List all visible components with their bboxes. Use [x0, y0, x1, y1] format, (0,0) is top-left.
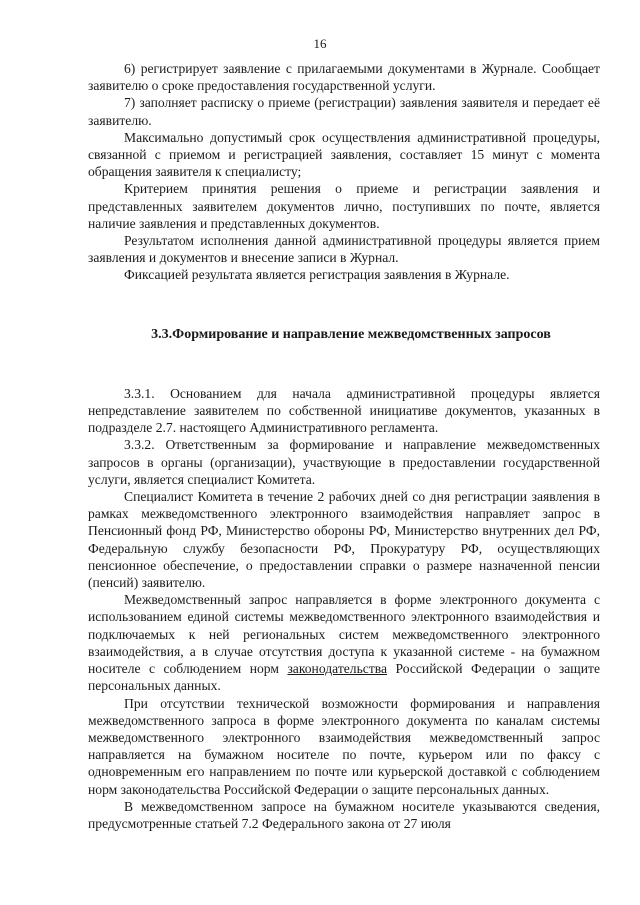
paragraph-max-duration: Максимально допустимый срок осуществления административной процедуры, связанной с приемом и регистрацией заявления, составляет 15 минут с момента обращения заявителя к специалисту; — [88, 129, 600, 180]
underlined-word: законодательства — [287, 661, 388, 677]
paragraph-text-end: Российской Федерации о защите персональных данных. — [88, 661, 600, 694]
paragraph-procedure-result: Результатом исполнения данной административной процедуры является прием заявления и документов и внесение записи в Журнал. — [88, 233, 600, 266]
section-heading: 3.3.Формирование и направление межведомственных запросов — [151, 326, 551, 342]
paragraph-result-fixation: Фиксацией результата является регистрация заявления в Журнале. — [124, 267, 510, 283]
paragraph-paper-request: В межведомственном запросе на бумажном носителе указываются сведения, предусмотренные статьей 7.2 Федерального закона от 27 июля — [88, 798, 600, 831]
page-number: 16 — [313, 36, 327, 51]
paragraph-3-3-1: 3.3.1. Основанием для начала административной процедуры является непредставление заявителем по собственной инициативе документов, указанных в подразделе 2.7. настоящего Административного регламента. — [88, 385, 600, 436]
paragraph-decision-criteria: Критерием принятия решения о приеме и регистрации заявления и представленных заявителем документов лично, поступивших по почте, является наличие заявления и представленных документов. — [88, 181, 600, 231]
paragraph-text-start: Межведомственный запрос направляется в форме электронного документа с использованием единой системы межведомственного электронного взаимодействия и подключаемых к ней региональных систем межведомственного электронного взаимодействия, а в случае отсутствия доступа к указанной системе - на бумажном носителе с соблюдением норм — [88, 592, 600, 677]
paragraph-item-6: 6) регистрирует заявление с прилагаемыми документами в Журнале. Сообщает заявителю о сроке предоставления государственной услуги. — [88, 61, 600, 94]
document-body — [88, 60, 600, 832]
paragraph-3-3-2: 3.3.2. Ответственным за формирование и направление межведомственных запросов в органы (организации), участвующие в предоставлении государственной услуги, является специалист Комитета. — [88, 437, 600, 487]
paragraph-item-7: 7) заполняет расписку о приеме (регистрации) заявления заявителя и передает её заявителю. — [88, 95, 600, 128]
paragraph-specialist-request: Специалист Комитета в течение 2 рабочих дней со дня регистрации заявления в рамках межведомственного электронного взаимодействия направляет запрос в Пенсионный фонд РФ, Министерство обороны РФ, Министерство внутренних дел РФ, Федеральную службу безопасности РФ, Прокуратуру РФ, осуществляющих пенсионное обеспечение, о предоставлении справки о размере назначенной пенсии (пенсий) заявителю. — [88, 489, 600, 591]
paragraph-interdepartmental-request — [88, 591, 600, 694]
paragraph-no-technical-capability: При отсутствии технической возможности формирования и направления межведомственного запроса в форме электронного документа по каналам системы межведомственного электронного взаимодействия межведомственный запрос направляется на бумажном носителе по почте, курьером или по факсу с одновременным его направлением по почте или курьерской доставкой с соблюдением норм законодательства Российской Федерации о защите персональных данных. — [88, 695, 600, 797]
